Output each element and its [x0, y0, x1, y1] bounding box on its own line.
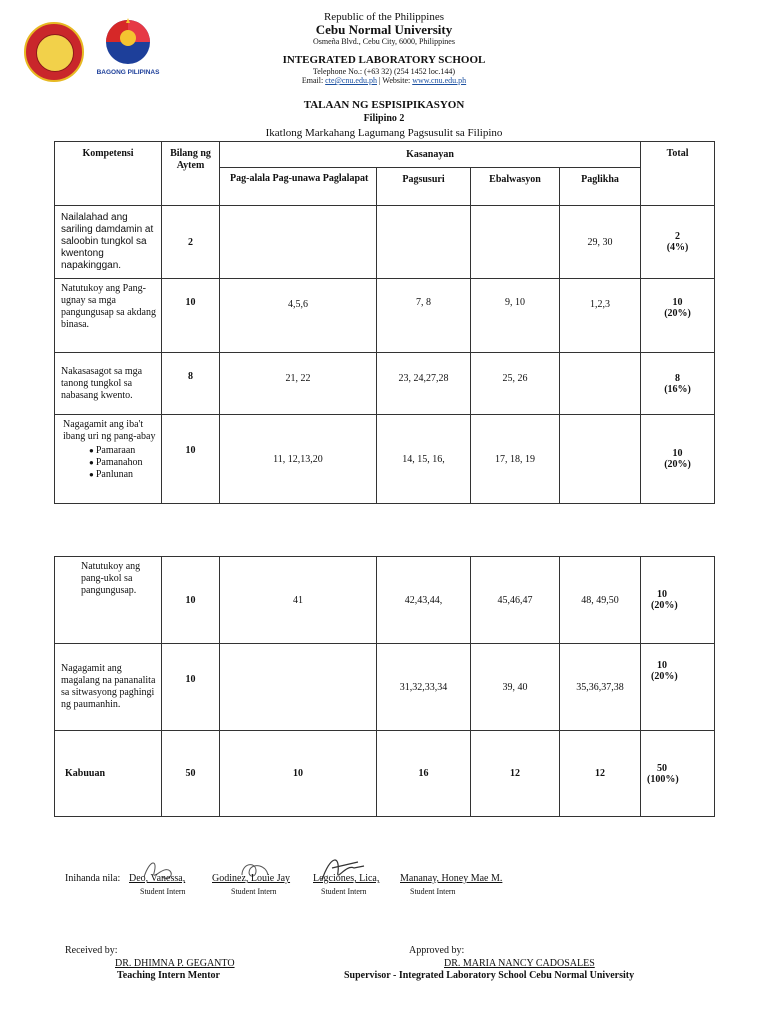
evaluation-cell: 9, 10 [471, 279, 560, 353]
total-percent: (4%) [666, 242, 689, 253]
creation-cell [560, 353, 641, 415]
recall-cell: 4,5,6 [220, 279, 377, 353]
header-paglikha: Paglikha [560, 168, 641, 206]
list-item: ● Pamaraan [89, 445, 161, 457]
evaluation-cell: 39, 40 [471, 644, 560, 731]
prepared-label: Inihanda nila: [65, 873, 121, 884]
recall-cell: 41 [220, 557, 377, 644]
total-percent: (16%) [664, 383, 691, 395]
analysis-cell: 31,32,33,34 [377, 644, 471, 731]
items-cell: 50 [162, 731, 220, 817]
document-title: TALAAN NG ESPISIPIKASYON [303, 99, 465, 111]
total-cell [641, 557, 715, 644]
school-name: INTEGRATED LABORATORY SCHOOL [282, 54, 486, 66]
analysis-cell [377, 206, 471, 279]
creation-cell: 48, 49,50 [560, 557, 641, 644]
table-row [55, 279, 715, 353]
total-cell [641, 415, 715, 504]
recall-cell [220, 644, 377, 731]
email-label: Email: [301, 76, 326, 85]
evaluation-cell: 12 [471, 731, 560, 817]
intern-role: Student Intern [321, 887, 367, 896]
telephone-text: Telephone No.: (+63 32) (254 1452 loc.144) [312, 67, 456, 76]
university-address: Osmeña Blvd., Cebu City, 6000, Philippines [313, 37, 455, 46]
header-kasanayan: Kasanayan [220, 142, 641, 168]
contact-line [0, 76, 768, 85]
header-pag-alala: Pag-alala Pag-unawa Paglalapat [220, 168, 377, 206]
items-cell: 2 [162, 206, 220, 279]
evaluation-cell: 17, 18, 19 [471, 415, 560, 504]
approved-name: DR. MARIA NANCY CADOSALES [444, 958, 595, 969]
analysis-cell: 16 [377, 731, 471, 817]
header-total: Total [641, 142, 715, 206]
recall-cell: 10 [220, 731, 377, 817]
total-cell [641, 644, 715, 731]
received-name: DR. DHIMNA P. GEGANTO [115, 958, 235, 969]
approved-label: Approved by: [409, 945, 465, 956]
evaluation-cell [471, 206, 560, 279]
received-label: Received by: [65, 945, 118, 956]
items-cell: 10 [162, 415, 220, 504]
total-value: 50 [657, 762, 667, 774]
competency-text: Nagagamit ang iba't ibang uri ng pang-abay [63, 419, 156, 442]
competency-cell: Nagagamit ang magalang na pananalita sa sitwasyong paghingi ng paumanhin. [55, 644, 162, 731]
total-percent: (20%) [664, 308, 691, 319]
table-row [55, 557, 715, 644]
total-percent: (20%) [651, 671, 678, 682]
total-value: 8 [675, 372, 681, 384]
republic-text: Republic of the Philippines [323, 11, 445, 23]
competency-cell: Natutukoy ang pang-ukol sa pangungusap. [55, 557, 162, 644]
subject-title: Filipino 2 [363, 113, 405, 124]
table-row [55, 644, 715, 731]
header-kompetensi: Kompetensi [55, 142, 162, 206]
website-label: | Website: [376, 76, 413, 85]
creation-cell: 1,2,3 [560, 279, 641, 353]
received-role: Teaching Intern Mentor [117, 970, 220, 981]
table-row [55, 415, 715, 504]
items-cell: 8 [162, 353, 220, 415]
total-value: 10 [672, 448, 683, 459]
creation-cell: 12 [560, 731, 641, 817]
email-link[interactable]: cte@cnu.edu.ph [325, 76, 377, 85]
intern-role: Student Intern [410, 887, 456, 896]
recall-cell: 21, 22 [220, 353, 377, 415]
total-cell [641, 353, 715, 415]
recall-cell: 11, 12,13,20 [220, 415, 377, 504]
exam-title: Ikatlong Markahang Lagumang Pagsusulit sa Filipino [265, 127, 503, 139]
approved-role: Supervisor - Integrated Laboratory School Cebu Normal University [344, 970, 635, 981]
total-label-cell: Kabuuan [55, 731, 162, 817]
items-cell: 10 [162, 279, 220, 353]
intern-role: Student Intern [231, 887, 277, 896]
prepared-name-1: Deo, Vanessa, [129, 873, 186, 884]
pang-abay-list [63, 445, 161, 481]
creation-cell [560, 415, 641, 504]
list-item: ● Pamanahon [89, 457, 161, 469]
table-row [55, 731, 715, 817]
prepared-name-3: Legciones, Lica, [313, 873, 380, 884]
list-item: ● Panlunan [89, 469, 161, 481]
total-cell [641, 279, 715, 353]
header-bilang: Bilang ng Aytem [162, 142, 220, 206]
analysis-cell: 14, 15, 16, [377, 415, 471, 504]
header-ebalwasyon: Ebalwasyon [471, 168, 560, 206]
competency-cell: Nailalahad ang sariling damdamin at saloobin tungkol sa kwentong napakinggan. [55, 206, 162, 279]
prepared-name-4: Mananay, Honey Mae M. [400, 873, 503, 884]
analysis-cell: 7, 8 [377, 279, 471, 353]
evaluation-cell: 45,46,47 [471, 557, 560, 644]
prepared-name-2: Godinez, Louie Jay [212, 873, 291, 884]
table-row [55, 353, 715, 415]
header-pagsusuri: Pagsusuri [377, 168, 471, 206]
specification-table-1 [54, 141, 715, 504]
creation-cell: 35,36,37,38 [560, 644, 641, 731]
evaluation-cell: 25, 26 [471, 353, 560, 415]
total-percent: (100%) [647, 773, 679, 785]
total-percent: (20%) [651, 600, 678, 611]
intern-role: Student Intern [140, 887, 186, 896]
svg-text:BAGONG PILIPINAS: BAGONG PILIPINAS [96, 69, 160, 76]
recall-cell [220, 206, 377, 279]
total-cell [641, 206, 715, 279]
total-value: 10 [657, 589, 667, 600]
competency-cell: Nakasasagot sa mga tanong tungkol sa nabasang kwento. [55, 353, 162, 415]
items-cell: 10 [162, 557, 220, 644]
total-value: 10 [657, 660, 667, 671]
analysis-cell: 42,43,44, [377, 557, 471, 644]
total-value: 2 [675, 231, 681, 242]
total-percent: (20%) [664, 459, 691, 470]
competency-cell: Natutukoy ang Pang-ugnay sa mga pangungusap sa akdang binasa. [55, 279, 162, 353]
creation-cell: 29, 30 [560, 206, 641, 279]
specification-table-2 [54, 556, 715, 817]
website-link[interactable]: www.cnu.edu.ph [412, 76, 467, 85]
analysis-cell: 23, 24,27,28 [377, 353, 471, 415]
university-name: Cebu Normal University [315, 22, 453, 37]
competency-cell [55, 415, 162, 504]
total-value: 10 [672, 297, 683, 308]
items-cell: 10 [162, 644, 220, 731]
table-row [55, 206, 715, 279]
total-cell [641, 731, 715, 817]
